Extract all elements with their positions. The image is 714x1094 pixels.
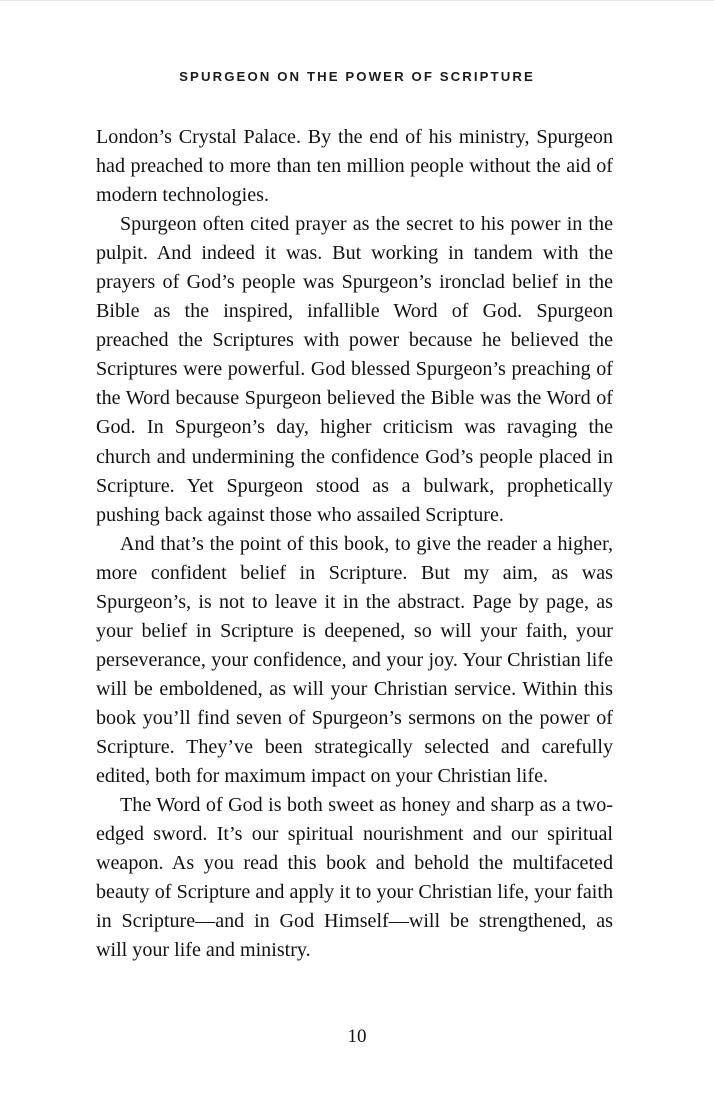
running-head: SPURGEON ON THE POWER OF SCRIPTURE: [179, 69, 535, 84]
body-text-block: [96, 123, 613, 965]
paragraph: And that’s the point of this book, to give the reader a higher, more confident belief in Scripture. But my aim, as was Spurgeon’s, is not to leave it in the abstract. Page by page, as your belief in Scripture is deepened, so will your faith, your perseverance, your confidence, and your joy. Your Christian life will be emboldened, as will your Christian service. Within this book you’ll find seven of Spurgeon’s sermons on the power of Scripture. They’ve been strategically selected and carefully edited, both for maximum impact on your Christian life.: [96, 532, 613, 788]
paragraph: Spurgeon often cited prayer as the secret to his power in the pulpit. And indeed it was. But working in tandem with the prayers of God’s people was Spurgeon’s ironclad belief in the Bible as the inspired, infallible Word of God. Spurgeon preached the Scriptures with power because he believed the Scriptures were powerful. God blessed Spurgeon’s preaching of the Word because Spurgeon believed the Bible was the Word of God. In Spurgeon’s day, higher criticism was ravaging the church and undermining the confidence God’s people placed in Scripture. Yet Spurgeon stood as a bulwark, prophetically pushing back against those who assailed Scripture.: [96, 213, 613, 526]
paragraph: The Word of God is both sweet as honey and sharp as a two-edged sword. It’s our spiritual nourishment and our spiritual weapon. As you read this book and behold the multifaceted beauty of Scripture and apply it to your Christian life, your faith in Scripture—and in God Himself—will be strengthened, as will your life and ministry.: [96, 794, 613, 962]
page-number: 10: [347, 1026, 367, 1047]
paragraph: London’s Crystal Palace. By the end of his ministry, Spurgeon had preached to more than ten million people without the aid of modern technologies.: [96, 126, 613, 207]
